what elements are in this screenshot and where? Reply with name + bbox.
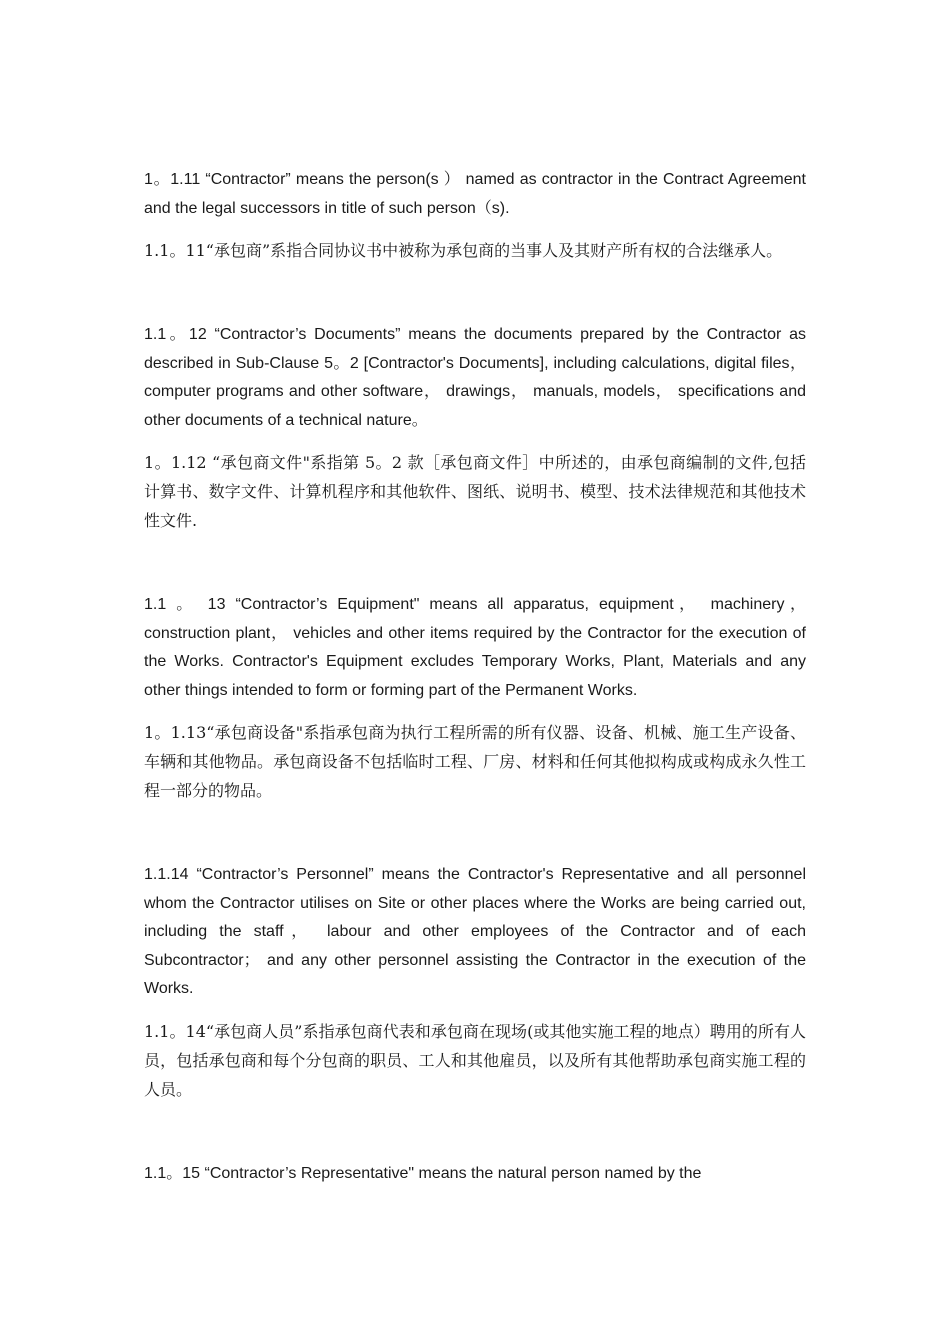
clause-1-1-12-chinese: 1。1.12 “承包商文件"系指第 5。2 款［承包商文件］中所述的，由承包商编制的文件,包括计算书、数字文件、计算机程序和其他软件、图纸、说明书、模型、技术法律规范和其他技术性文件. bbox=[144, 453, 806, 530]
spacer bbox=[144, 705, 806, 718]
clause-1-1-11-english: 1。1.11 “Contractor” means the person(s ） named as contractor in the Contract Agreement and the legal successors in title of such person（s). bbox=[144, 171, 806, 217]
spacer bbox=[144, 535, 806, 591]
spacer bbox=[144, 265, 806, 321]
spacer bbox=[144, 1004, 806, 1017]
clause-1-1-14-chinese: 1.1。14“承包商人员”系指承包商代表和承包商在现场(或其他实施工程的地点）聘用的所有人员，包括承包商和每个分包商的职员、工人和其他雇员，以及所有其他帮助承包商实施工程的人员。 bbox=[144, 1021, 806, 1099]
spacer bbox=[144, 1104, 806, 1160]
clause-1-1-11-chinese: 1.1。11“承包商”系指合同协议书中被称为承包商的当事人及其财产所有权的合法继承人。 bbox=[144, 241, 783, 260]
spacer bbox=[144, 223, 806, 236]
document-page bbox=[144, 166, 806, 1188]
clause-1-1-13-english: 1.1 。 13 “Contractor’s Equipment" means all apparatus, equipment， machinery， construction plant， vehicles and other items required by the Contractor for the execution of the Works. Contractor's Equipment excludes Temporary Works, Plant, Materials and any other things intended to form or forming part of the Permanent Works. bbox=[144, 596, 806, 699]
clause-1-1-13-chinese: 1。1.13“承包商设备"系指承包商为执行工程所需的所有仪器、设备、机械、施工生产设备、车辆和其他物品。承包商设备不包括临时工程、厂房、材料和任何其他拟构成或构成永久性工程一部分的物品。 bbox=[144, 723, 806, 800]
clause-1-1-12-english: 1.1。12 “Contractor’s Documents” means the documents prepared by the Contractor as described in Sub-Clause 5。2 [Contractor's Documents], including calculations, digital files， computer programs and other software， drawings， manuals, models， specifications and other documents of a technical nature。 bbox=[144, 326, 806, 429]
clause-1-1-14-english: 1.1.14 “Contractor’s Personnel” means the Contractor's Representative and all personnel whom the Contractor utilises on Site or other places where the Works are being carried out, including the staff， labour and other employees of the Contractor and of each Subcontractor； and any other personnel assisting the Contractor in the execution of the Works. bbox=[144, 866, 806, 997]
spacer bbox=[144, 805, 806, 861]
spacer bbox=[144, 435, 806, 448]
clause-1-1-15-english: 1.1。15 “Contractor’s Representative" means the natural person named by the bbox=[144, 1164, 702, 1182]
